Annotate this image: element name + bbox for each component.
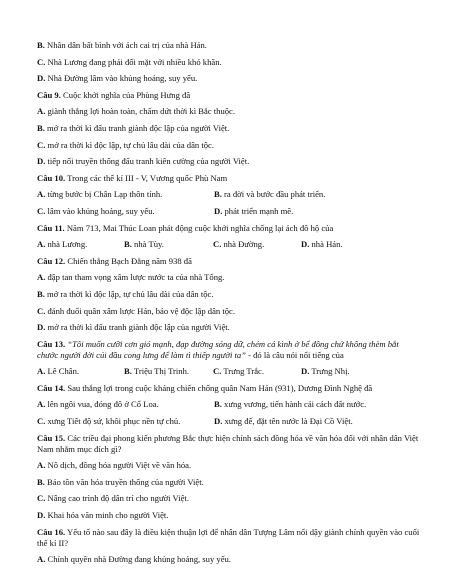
q9-option-c: [37, 140, 420, 151]
q13-option-d: [301, 366, 371, 377]
option-text: mở ra thời kì độc lập, tự chủ lâu dài của dân tộc.: [45, 139, 214, 150]
option-text: Nhà Lương đang phải đối mặt với nhiều khó khăn.: [45, 56, 222, 67]
option-label: A.: [37, 272, 46, 283]
option-label: B.: [37, 40, 45, 50]
q14-option-c: [37, 416, 214, 427]
question-15: [37, 433, 420, 455]
option-text: mở ra thời kì đấu tranh giành độc lập của người Việt.: [45, 322, 230, 333]
q11-options: [37, 239, 420, 250]
option-label: C.: [37, 416, 46, 427]
answer-line-c: [37, 57, 420, 68]
option-text: Trưng Trắc.: [221, 366, 264, 377]
question-12: [37, 256, 420, 267]
q10-option-c: [37, 206, 214, 217]
answer-line-d: [37, 73, 420, 84]
option-label: D.: [37, 156, 46, 167]
question-label: Câu 15.: [37, 432, 66, 443]
question-text: Cuộc khởi nghĩa của Phùng Hưng đã: [60, 89, 191, 100]
q12-option-c: [37, 306, 420, 317]
option-text: đánh đuổi quân xâm lược Hán, bảo vệ độc lập dân tộc.: [45, 305, 235, 316]
option-text: Lê Chân.: [45, 366, 80, 377]
option-label: A.: [37, 399, 46, 410]
question-9: [37, 90, 420, 101]
q10-option-d: [214, 206, 293, 217]
option-label: C.: [37, 139, 46, 150]
option-text: ra đời và bước đầu phát triển.: [221, 189, 326, 200]
option-text: lâm vào khủng hoảng, suy yếu.: [45, 205, 155, 216]
q9-option-d: [37, 156, 420, 167]
question-16: [37, 527, 420, 549]
q13-option-c: [213, 366, 301, 377]
option-label: D.: [301, 239, 310, 250]
question-label: Câu 10.: [37, 172, 66, 183]
question-label: Câu 14.: [37, 382, 66, 393]
option-text: nhà Lương.: [45, 239, 88, 250]
q15-option-b: [37, 477, 420, 488]
question-10: [37, 173, 420, 184]
q13-option-b: [124, 366, 213, 377]
option-text: Nhà Đường lâm vào khủng hoảng, suy yếu.: [45, 73, 198, 84]
q14-option-a: [37, 399, 214, 410]
q15-option-c: [37, 493, 420, 504]
option-text: Triệu Thị Trinh.: [131, 366, 190, 377]
q12-option-a: [37, 272, 420, 283]
option-label: D.: [301, 366, 310, 377]
question-label: Câu 11.: [37, 222, 65, 233]
option-label: B.: [37, 476, 45, 487]
question-quote: “Tôi muốn cưỡi cơn gió mạnh, đạp đường sóng dữ, chém cá kình ở bể đông chứ không thèm bắt chước người đời cúi đầu cong lưng để làm tì thiếp người ta”: [37, 338, 399, 360]
q14-option-b: [214, 399, 366, 410]
option-label: A.: [37, 239, 46, 250]
q11-option-d: [301, 239, 371, 250]
question-text: Yếu tố nào sau đây là điều kiện thuận lợi để nhân dân Tượng Lâm nổi dậy giành chính quyền vào cuối thế kỉ II?: [37, 526, 420, 548]
question-text: Năm 713, Mai Thúc Loan phát động cuộc khởi nghĩa chống lại ách đô hộ của: [64, 222, 334, 233]
option-text: nhà Hán.: [309, 239, 343, 250]
q13-option-a: [37, 366, 124, 377]
option-label: C.: [213, 239, 222, 250]
option-label: A.: [37, 189, 46, 200]
question-label: Câu 13.: [37, 338, 66, 349]
option-text: phát triển mạnh mẽ.: [222, 205, 294, 216]
question-label: Câu 16.: [37, 526, 66, 537]
option-text: mở ra thời kì đấu tranh giành độc lập của người Việt.: [44, 122, 230, 133]
option-label: D.: [37, 73, 46, 84]
question-text: Trong các thế kỉ III - V, Vương quốc Phù Nam: [65, 172, 228, 183]
option-label: A.: [37, 366, 46, 377]
option-text: nhà Tùy.: [131, 239, 164, 250]
option-text: Nhân dân bất bình với ách cai trị của nhà Hán.: [44, 40, 207, 50]
option-label: D.: [37, 322, 46, 333]
option-label: C.: [37, 56, 46, 67]
option-label: B.: [214, 399, 222, 410]
q13-options: [37, 366, 420, 377]
option-text: xưng Tiết độ sứ, khôi phục nền tự chủ.: [45, 416, 181, 427]
q10-options-ab: [37, 189, 420, 200]
q10-option-b: [214, 189, 325, 200]
option-label: A.: [37, 106, 46, 117]
q11-option-b: [124, 239, 213, 250]
option-text: lên ngôi vua, đóng đô ở Cổ Loa.: [45, 399, 159, 410]
option-label: D.: [214, 205, 223, 216]
question-13: [37, 339, 420, 361]
option-label: B.: [124, 366, 132, 377]
q16-option-a: [37, 554, 420, 565]
q9-option-a: [37, 106, 420, 117]
option-text: từng bước bị Chân Lạp thôn tính.: [45, 189, 163, 200]
question-label: Câu 12.: [37, 255, 66, 266]
question-text: - đó là câu nói nổi tiếng của: [245, 349, 344, 360]
option-label: C.: [37, 493, 46, 504]
option-label: C.: [37, 205, 46, 216]
q9-option-b: [37, 123, 420, 134]
q10-option-a: [37, 189, 214, 200]
answer-line-b: [37, 40, 420, 51]
option-text: Bảo tồn văn hóa truyền thống của người Việt.: [44, 476, 204, 487]
question-label: Câu 9.: [37, 89, 61, 100]
option-text: Nâng cao trình độ dân trí cho người Việt.: [45, 493, 189, 504]
question-text: Sau thắng lợi trong cuộc kháng chiến chống quân Nam Hán (931), Dương Đình Nghệ đã: [65, 382, 373, 393]
option-text: xưng vương, tiến hành cải cách đất nước.: [221, 399, 367, 410]
option-text: đập tan tham vọng xâm lược nước ta của nhà Tống.: [45, 272, 225, 283]
q15-option-d: [37, 510, 420, 521]
q14-option-d: [214, 416, 353, 427]
option-label: A.: [37, 460, 46, 471]
q10-options-cd: [37, 206, 420, 217]
option-label: A.: [37, 554, 46, 565]
question-text: Chiến thắng Bạch Đằng năm 938 đã: [65, 255, 192, 266]
option-label: B.: [214, 189, 222, 200]
option-text: tiếp nối truyền thống đấu tranh kiên cường của người Việt.: [45, 156, 250, 167]
q14-options-cd: [37, 416, 420, 427]
option-label: B.: [37, 288, 45, 299]
q15-option-a: [37, 460, 420, 471]
option-label: B.: [37, 122, 45, 133]
option-text: Khai hóa văn minh cho người Việt.: [45, 510, 169, 521]
q12-option-b: [37, 289, 420, 300]
option-label: C.: [213, 366, 222, 377]
question-text: Các triều đại phong kiến phương Bắc thực hiện chính sách đồng hóa về văn hóa đối với nhân dân Việt Nam nhằm mục đích gì?: [37, 432, 419, 454]
option-text: nhà Đường.: [221, 239, 265, 250]
option-text: Nô dịch, đồng hóa người Việt về văn hóa.: [45, 460, 192, 471]
q11-option-a: [37, 239, 124, 250]
option-label: C.: [37, 305, 46, 316]
option-label: B.: [124, 239, 132, 250]
option-text: mở ra thời kì độc lập, tự chủ lâu dài của dân tộc.: [44, 288, 214, 299]
option-text: Chính quyền nhà Đường đang khủng hoảng, suy yếu.: [45, 554, 231, 565]
option-label: D.: [214, 416, 223, 427]
option-text: giành thắng lợi hoàn toàn, chấm dứt thời kì Bắc thuộc.: [45, 106, 236, 117]
q11-option-c: [213, 239, 301, 250]
question-14: [37, 383, 420, 394]
option-text: Trưng Nhị.: [309, 366, 350, 377]
option-label: D.: [37, 510, 46, 521]
q14-options-ab: [37, 399, 420, 410]
q12-option-d: [37, 322, 420, 333]
question-11: [37, 223, 420, 234]
option-text: xưng đế, đặt tên nước là Đại Cồ Việt.: [222, 416, 353, 427]
